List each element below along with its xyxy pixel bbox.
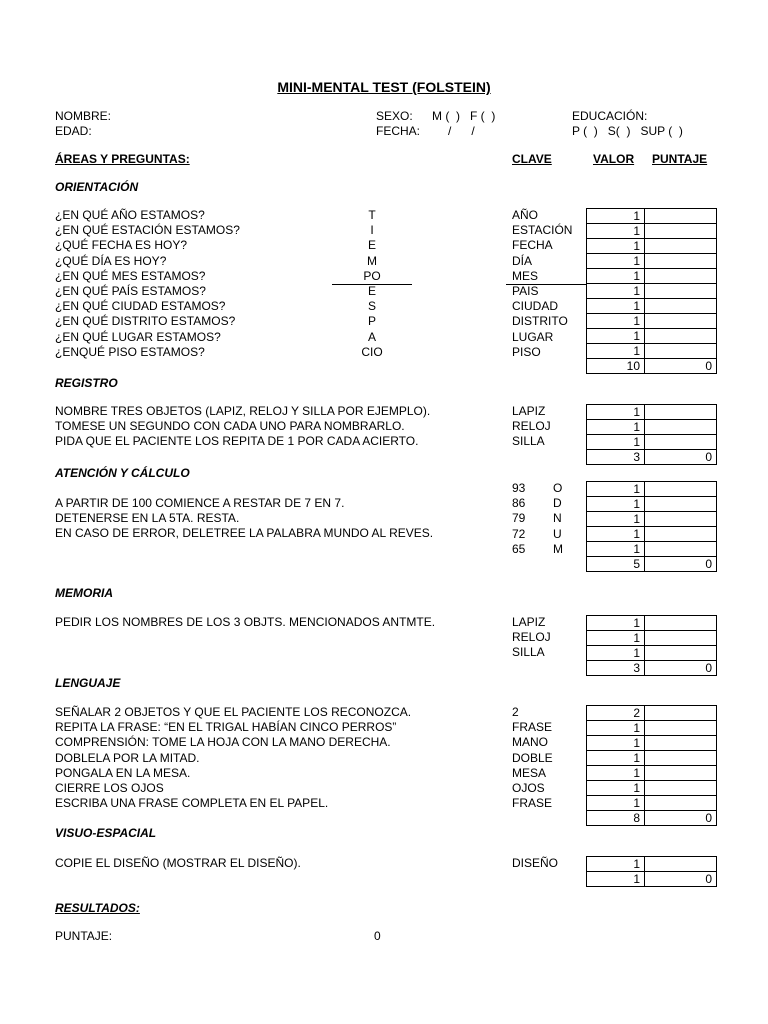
puntaje-cell[interactable] bbox=[645, 239, 717, 254]
puntaje-cell[interactable] bbox=[645, 706, 717, 721]
puntaje-cell[interactable] bbox=[645, 616, 717, 631]
lenguaje-score-table bbox=[586, 705, 717, 826]
instruction-text: A PARTIR DE 100 COMIENCE A RESTAR DE 7 EN 7. bbox=[55, 496, 345, 510]
puntaje-cell[interactable] bbox=[645, 435, 717, 450]
valor-cell: 1 bbox=[587, 646, 645, 661]
puntaje-cell[interactable] bbox=[645, 527, 717, 542]
question-text: ¿ENQUÉ PISO ESTAMOS? bbox=[55, 344, 205, 359]
mnemonic-letter: S bbox=[367, 299, 376, 314]
clave-text: MANO bbox=[512, 735, 548, 750]
clave-header: CLAVE bbox=[512, 152, 552, 166]
puntaje-cell[interactable] bbox=[645, 497, 717, 512]
mnemonic-letter: A bbox=[367, 329, 376, 344]
orientacion-score-table bbox=[586, 208, 717, 374]
valor-cell: 1 bbox=[587, 344, 645, 359]
instruction-text: SEÑALAR 2 OBJETOS Y QUE EL PACIENTE LOS RECONOZCA. bbox=[55, 705, 412, 719]
puntaje-cell[interactable] bbox=[645, 224, 717, 239]
total-valor-cell: 10 bbox=[587, 359, 645, 374]
total-puntaje-cell: 0 bbox=[645, 872, 717, 887]
total-puntaje-cell: 0 bbox=[645, 811, 717, 826]
valor-cell: 1 bbox=[587, 766, 645, 781]
clave-text: LAPIZ bbox=[512, 615, 546, 629]
total-puntaje-cell: 0 bbox=[645, 450, 717, 465]
puntaje-cell[interactable] bbox=[645, 254, 717, 269]
question-text: ¿EN QUÉ PAÍS ESTAMOS? bbox=[55, 284, 206, 298]
question-text: ¿EN QUÉ LUGAR ESTAMOS? bbox=[55, 329, 221, 344]
mnemonic-letter: M bbox=[367, 253, 377, 268]
clave-text: DOBLE bbox=[512, 750, 553, 765]
orientacion-title: ORIENTACIÓN bbox=[55, 180, 139, 194]
clave-text: PAIS bbox=[512, 284, 539, 298]
puntaje-cell[interactable] bbox=[645, 646, 717, 661]
puntaje-cell[interactable] bbox=[645, 284, 717, 299]
puntaje-cell[interactable] bbox=[645, 405, 717, 420]
question-text: ¿QUÉ DÍA ES HOY? bbox=[55, 253, 167, 268]
valor-cell: 1 bbox=[587, 482, 645, 497]
valor-cell: 1 bbox=[587, 284, 645, 299]
puntaje-value: 0 bbox=[374, 929, 381, 943]
puntaje-cell[interactable] bbox=[645, 766, 717, 781]
mnemonic-letter: I bbox=[370, 223, 374, 238]
total-valor-cell: 3 bbox=[587, 661, 645, 676]
valor-cell: 1 bbox=[587, 420, 645, 435]
valor-cell: 1 bbox=[587, 497, 645, 512]
puntaje-cell[interactable] bbox=[645, 542, 717, 557]
valor-cell: 1 bbox=[587, 736, 645, 751]
puntaje-cell[interactable] bbox=[645, 420, 717, 435]
subtraction-number: 93 bbox=[512, 481, 526, 495]
valor-cell: 1 bbox=[587, 512, 645, 527]
subtraction-number: 65 bbox=[512, 541, 526, 556]
memoria-title: MEMORIA bbox=[55, 586, 113, 600]
puntaje-cell[interactable] bbox=[645, 721, 717, 736]
clave-text: DÍA bbox=[512, 253, 533, 268]
mnemonic-letter: E bbox=[367, 284, 376, 298]
memoria-score-table bbox=[586, 615, 717, 676]
atencion-score-table bbox=[586, 481, 717, 572]
puntaje-cell[interactable] bbox=[645, 329, 717, 344]
total-valor-cell: 8 bbox=[587, 811, 645, 826]
clave-text: PISO bbox=[512, 344, 541, 359]
registro-score-table bbox=[586, 404, 717, 465]
valor-cell: 1 bbox=[587, 721, 645, 736]
valor-cell: 1 bbox=[587, 435, 645, 450]
puntaje-cell[interactable] bbox=[645, 781, 717, 796]
instruction-text: PIDA QUE EL PACIENTE LOS REPITA DE 1 POR CADA ACIERTO. bbox=[55, 434, 419, 449]
clave-text: MESA bbox=[512, 765, 547, 780]
valor-cell: 1 bbox=[587, 224, 645, 239]
visuo-clave: DISEÑO bbox=[512, 856, 559, 870]
registro-title: REGISTRO bbox=[55, 376, 118, 390]
page-title: MINI-MENTAL TEST (FOLSTEIN) bbox=[277, 79, 491, 95]
valor-cell: 1 bbox=[587, 329, 645, 344]
resultados-title: RESULTADOS: bbox=[55, 901, 140, 915]
nombre-label: NOMBRE: bbox=[55, 109, 112, 123]
puntaje-cell[interactable] bbox=[645, 751, 717, 766]
visuo-score-table bbox=[586, 856, 717, 887]
valor-cell: 1 bbox=[587, 796, 645, 811]
sexo-options: M ( ) F ( ) bbox=[432, 109, 496, 123]
valor-cell: 1 bbox=[587, 254, 645, 269]
puntaje-cell[interactable] bbox=[645, 269, 717, 284]
total-puntaje-cell: 0 bbox=[645, 557, 717, 572]
clave-text: FECHA bbox=[512, 238, 553, 253]
clave-text: CIUDAD bbox=[512, 299, 559, 314]
educacion-options: P ( ) S( ) SUP ( ) bbox=[572, 124, 683, 138]
sexo-label: SEXO: bbox=[376, 109, 413, 123]
clave-text: SILLA bbox=[512, 645, 545, 660]
divider-line bbox=[332, 284, 412, 285]
total-valor-cell: 5 bbox=[587, 557, 645, 572]
instruction-text: ESCRIBA UNA FRASE COMPLETA EN EL PAPEL. bbox=[55, 796, 329, 811]
areas-header: ÁREAS Y PREGUNTAS: bbox=[55, 152, 190, 166]
mnemonic-letter: E bbox=[367, 238, 376, 253]
visuo-title: VISUO-ESPACIAL bbox=[55, 826, 157, 840]
clave-text: FRASE bbox=[512, 796, 553, 811]
clave-text: AÑO bbox=[512, 208, 539, 222]
spelling-letter: O bbox=[553, 481, 563, 495]
clave-text: RELOJ bbox=[512, 630, 551, 645]
puntaje-cell[interactable] bbox=[645, 857, 717, 872]
puntaje-header: PUNTAJE bbox=[652, 152, 708, 166]
question-text: ¿EN QUÉ CIUDAD ESTAMOS? bbox=[55, 299, 226, 314]
spelling-letter: U bbox=[553, 526, 562, 541]
lenguaje-title: LENGUAJE bbox=[55, 676, 121, 690]
question-text: ¿EN QUÉ AÑO ESTAMOS? bbox=[55, 208, 205, 222]
edad-label: EDAD: bbox=[55, 124, 92, 138]
mnemonic-letter: CIO bbox=[361, 344, 383, 359]
subtraction-number: 86 bbox=[512, 496, 526, 511]
clave-text: RELOJ bbox=[512, 419, 551, 434]
valor-cell: 1 bbox=[587, 631, 645, 646]
question-text: ¿EN QUÉ ESTACIÓN ESTAMOS? bbox=[55, 223, 240, 238]
valor-cell: 1 bbox=[587, 314, 645, 329]
total-valor-cell: 1 bbox=[587, 872, 645, 887]
puntaje-cell[interactable] bbox=[645, 299, 717, 314]
instruction-text: NOMBRE TRES OBJETOS (LAPIZ, RELOJ Y SILLA POR EJEMPLO). bbox=[55, 404, 431, 418]
instruction-text: REPITA LA FRASE: “EN EL TRIGAL HABÍAN CINCO PERROS” bbox=[55, 720, 397, 735]
instruction-text: CIERRE LOS OJOS bbox=[55, 781, 164, 795]
clave-text: LAPIZ bbox=[512, 404, 546, 418]
subtraction-number: 79 bbox=[512, 511, 526, 526]
spelling-letter: D bbox=[553, 496, 562, 511]
valor-cell: 2 bbox=[587, 706, 645, 721]
question-text: ¿QUÉ FECHA ES HOY? bbox=[55, 238, 188, 253]
instruction-text: DETENERSE EN LA 5TA. RESTA. bbox=[55, 511, 240, 526]
valor-cell: 1 bbox=[587, 616, 645, 631]
question-text: ¿EN QUÉ MES ESTAMOS? bbox=[55, 268, 206, 283]
total-puntaje-cell: 0 bbox=[645, 359, 717, 374]
mnemonic-letter: T bbox=[368, 208, 376, 222]
puntaje-cell[interactable] bbox=[645, 482, 717, 497]
valor-header: VALOR bbox=[593, 152, 635, 166]
question-text: ¿EN QUÉ DISTRITO ESTAMOS? bbox=[55, 314, 236, 329]
fecha-value: / / bbox=[448, 124, 475, 138]
divider-line bbox=[506, 284, 586, 285]
instruction-text: DOBLELA POR LA MITAD. bbox=[55, 750, 200, 765]
puntaje-cell[interactable] bbox=[645, 631, 717, 646]
valor-cell: 1 bbox=[587, 405, 645, 420]
visuo-line: COPIE EL DISEÑO (MOSTRAR EL DISEÑO). bbox=[55, 856, 301, 870]
clave-text: OJOS bbox=[512, 781, 545, 795]
puntaje-cell[interactable] bbox=[645, 314, 717, 329]
puntaje-label: PUNTAJE: bbox=[55, 929, 113, 943]
puntaje-cell[interactable] bbox=[645, 736, 717, 751]
valor-cell: 1 bbox=[587, 857, 645, 872]
clave-text: SILLA bbox=[512, 434, 545, 449]
valor-cell: 1 bbox=[587, 542, 645, 557]
fecha-label: FECHA: bbox=[376, 124, 421, 138]
puntaje-cell[interactable] bbox=[645, 344, 717, 359]
clave-text: ESTACIÓN bbox=[512, 223, 573, 238]
valor-cell: 1 bbox=[587, 239, 645, 254]
valor-cell: 1 bbox=[587, 269, 645, 284]
puntaje-cell[interactable] bbox=[645, 209, 717, 224]
clave-text: MES bbox=[512, 268, 539, 283]
clave-text: DISTRITO bbox=[512, 314, 568, 329]
mnemonic-letter: PO bbox=[363, 268, 381, 283]
clave-text: LUGAR bbox=[512, 329, 554, 344]
valor-cell: 1 bbox=[587, 527, 645, 542]
atencion-title: ATENCIÓN Y CÁLCULO bbox=[55, 466, 190, 480]
valor-cell: 1 bbox=[587, 209, 645, 224]
total-puntaje-cell: 0 bbox=[645, 661, 717, 676]
valor-cell: 1 bbox=[587, 299, 645, 314]
valor-cell: 1 bbox=[587, 751, 645, 766]
instruction-text: TOMESE UN SEGUNDO CON CADA UNO PARA NOMBRARLO. bbox=[55, 419, 405, 434]
clave-text: 2 bbox=[512, 705, 519, 719]
clave-text: FRASE bbox=[512, 720, 553, 735]
puntaje-cell[interactable] bbox=[645, 796, 717, 811]
spelling-letter: N bbox=[553, 511, 562, 526]
subtraction-number: 72 bbox=[512, 526, 526, 541]
mnemonic-letter: P bbox=[367, 314, 376, 329]
educacion-label: EDUCACIÓN: bbox=[572, 109, 648, 123]
puntaje-cell[interactable] bbox=[645, 512, 717, 527]
spelling-letter: M bbox=[553, 541, 563, 556]
instruction-text: PONGALA EN LA MESA. bbox=[55, 765, 191, 780]
total-valor-cell: 3 bbox=[587, 450, 645, 465]
instruction-text: COMPRENSIÓN: TOME LA HOJA CON LA MANO DERECHA. bbox=[55, 735, 391, 750]
instruction-text: EN CASO DE ERROR, DELETREE LA PALABRA MUNDO AL REVES. bbox=[55, 526, 434, 541]
memoria-line: PEDIR LOS NOMBRES DE LOS 3 OBJTS. MENCIONADOS ANTMTE. bbox=[55, 615, 436, 629]
valor-cell: 1 bbox=[587, 781, 645, 796]
